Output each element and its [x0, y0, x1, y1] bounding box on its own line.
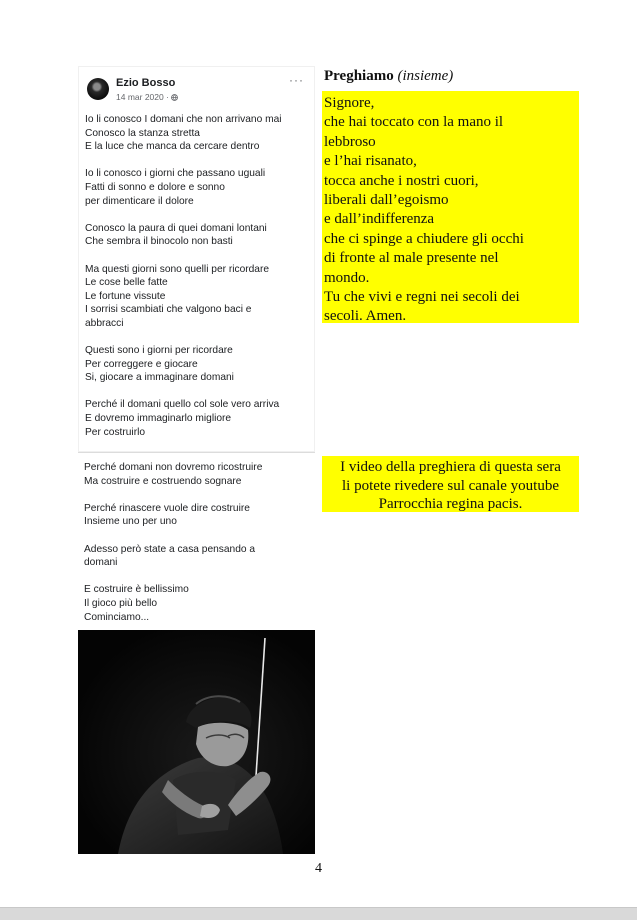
prayer-line: liberali dall’egoismo [324, 192, 449, 209]
stanza-line: per dimenticare il dolore [85, 195, 194, 207]
stanza-line: Il gioco più bello [84, 597, 158, 609]
facebook-post-continued [78, 452, 315, 630]
stanza-line: Le fortune vissute [85, 290, 166, 302]
stanza [85, 398, 313, 439]
post-text-continued [84, 461, 312, 638]
viewer-bottom-bar [0, 907, 637, 920]
conductor-photo [78, 630, 315, 854]
prayer-line: mondo. [324, 269, 370, 286]
stanza-line: E costruire è bellissimo [84, 584, 189, 596]
stanza-line: Io li conosco I domani che non arrivano mai [85, 114, 282, 125]
stanza-line: Le cose belle fatte [85, 277, 168, 289]
avatar[interactable] [87, 78, 109, 100]
stanza-line: Conosco la paura di quei domani lontani [85, 222, 267, 234]
stanza-line: E dovremo immaginarlo migliore [85, 413, 232, 425]
stanza-line: Ma questi giorni sono quelli per ricordare [85, 263, 270, 275]
video-note-line: Parrocchia regina pacis. [378, 496, 523, 512]
stanza-line: Cominciamo... [84, 611, 150, 623]
stanza [85, 167, 313, 208]
prayer-heading [324, 68, 453, 85]
video-note [322, 456, 579, 512]
stanza-line: Si, giocare a immaginare domani [85, 372, 234, 384]
stanza [84, 502, 312, 529]
prayer-line: tocca anche i nostri cuori, [324, 172, 479, 189]
video-note-line: I video della preghiera di questa sera [340, 459, 561, 475]
prayer-line: di fronte al male presente nel [324, 250, 499, 267]
post-text [85, 113, 313, 453]
stanza-line: Perché domani non dovremo ricostruire [84, 462, 263, 473]
prayer-line: secoli. Amen. [324, 308, 407, 325]
prayer-title-note: (insieme) [397, 68, 454, 84]
stanza [85, 344, 313, 385]
stanza [84, 461, 312, 488]
stanza-line: Ma costruire e costruendo sognare [84, 475, 242, 487]
stanza-line: I sorrisi scambiati che valgono baci e [85, 304, 252, 316]
prayer-line: che hai toccato con la mano il [324, 114, 504, 131]
prayer-line: e l’hai risanato, [324, 153, 417, 170]
stanza [85, 222, 313, 249]
stanza-line: Adesso però state a casa pensando a [84, 543, 256, 555]
stanza-line: Che sembra il binocolo non basti [85, 236, 233, 248]
prayer-line: Signore, [324, 95, 375, 111]
stanza-line: Per costruirlo [85, 426, 146, 438]
post-author[interactable]: Ezio Bosso [116, 77, 176, 89]
globe-icon [171, 94, 178, 101]
stanza-line: Fatti di sonno e dolore e sonno [85, 181, 225, 193]
prayer-title: Preghiamo [324, 68, 394, 84]
stanza-line: Perché il domani quello col sole vero arriva [85, 399, 280, 411]
prayer-highlight [322, 91, 579, 323]
post-date-text: 14 mar 2020 · [116, 92, 172, 102]
conductor-photo-drawing [78, 630, 315, 854]
post-date[interactable] [116, 92, 178, 102]
prayer-line: e dall’indifferenza [324, 211, 435, 228]
stanza-line: Insieme uno per uno [84, 516, 177, 528]
stanza [84, 543, 312, 570]
stanza-line: domani [84, 557, 118, 569]
stanza [85, 263, 313, 331]
stanza-line: abbracci [85, 317, 124, 329]
video-note-line: li potete rivedere sul canale youtube [342, 477, 559, 494]
prayer-line: che ci spinge a chiudere gli occhi [324, 230, 524, 247]
stanza-line: Io li conosco i giorni che passano uguali [85, 168, 266, 180]
stanza-line: Conosco la stanza stretta [85, 127, 200, 139]
prayer-text [324, 94, 524, 327]
stanza-line: E la luce che manca da cercare dentro [85, 141, 260, 153]
page-number: 4 [315, 861, 322, 876]
stanza-line: Per correggere e giocare [85, 358, 198, 370]
stanza [85, 113, 313, 154]
stanza-line: Questi sono i giorni per ricordare [85, 345, 233, 357]
stanza-line: Perché rinascere vuole dire costruire [84, 502, 250, 514]
prayer-line: lebbroso [324, 133, 376, 150]
more-options-icon[interactable]: ··· [289, 73, 304, 87]
prayer-line: Tu che vivi e regni nei secoli dei [324, 289, 520, 306]
stanza [84, 583, 312, 624]
facebook-post [78, 66, 315, 452]
